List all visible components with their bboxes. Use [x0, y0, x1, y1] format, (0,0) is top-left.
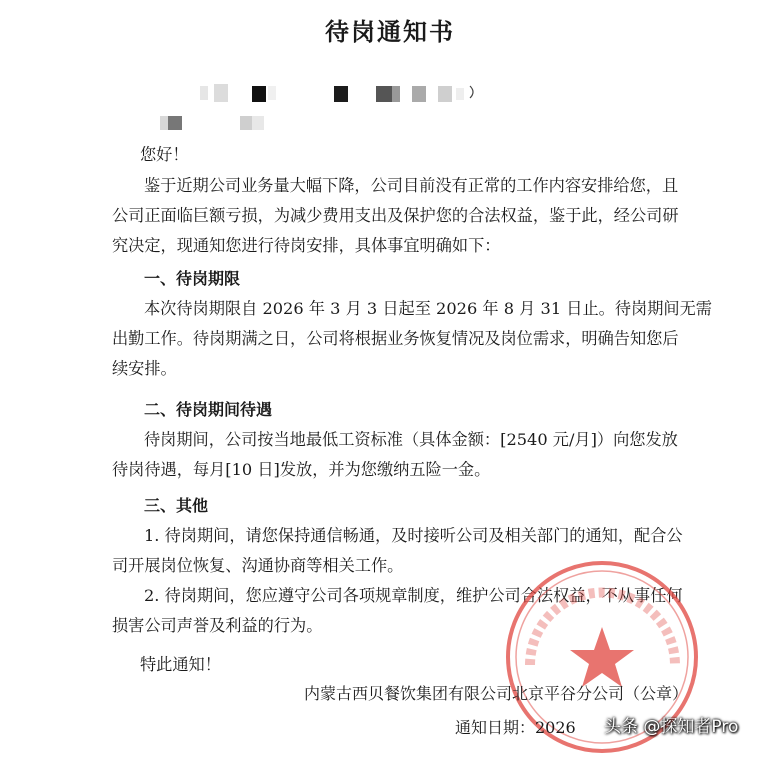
section-2 [112, 395, 678, 485]
section-line: 1. 待岗期间，请您保持通信畅通，及时接听公司及相关部门的通知，配合公 [144, 526, 683, 545]
section-line: 损害公司声誉及利益的行为。 [112, 616, 323, 635]
intro-line: 究决定，现通知您进行待岗安排，具体事宜明确如下： [112, 236, 501, 255]
greeting: 您好！ [140, 145, 189, 164]
section-line: 出勤工作。待岗期满之日，公司将根据业务恢复情况及岗位需求，明确告知您后 [112, 329, 679, 348]
document-title: 待岗通知书 [325, 18, 455, 46]
redacted-recipient-name [160, 112, 320, 134]
section-heading: 二、待岗期间待遇 [144, 400, 273, 419]
section-line: 待岗期间，公司按当地最低工资标准（具体金额：[2540 元/月]）向您发放 [144, 430, 678, 449]
section-1 [112, 264, 712, 384]
section-line: 司开展岗位恢复、沟通协商等相关工作。 [112, 556, 404, 575]
section-line: 续安排。 [112, 359, 177, 378]
section-heading: 一、待岗期限 [144, 269, 241, 288]
section-line: 待岗待遇，每月[10 日]发放，并为您缴纳五险一金。 [112, 460, 491, 479]
intro-line: 鉴于近期公司业务量大幅下降，公司目前没有正常的工作内容安排给您，且 [144, 176, 679, 195]
greeting-paragraph [112, 140, 672, 170]
section-line: 本次待岗期限自 2026 年 3 月 3 日起至 2026 年 8 月 31 日止。待岗期间无需 [144, 299, 712, 318]
watermark: 头条 @探知者Pro [604, 717, 739, 737]
company-signature: 内蒙古西贝餐饮集团有限公司北京平谷分公司（公章） [303, 684, 688, 703]
section-line: 2. 待岗期间，您应遵守公司各项规章制度，维护公司合法权益，不从事任何 [144, 586, 683, 605]
section-heading: 三、其他 [144, 496, 209, 515]
closing: 特此通知！ [140, 655, 221, 674]
redacted-recipient-line [140, 80, 500, 108]
intro-paragraph [112, 171, 679, 261]
notice-date: 通知日期：2026 [455, 718, 576, 737]
intro-line: 公司正面临巨额亏损，为减少费用支出及保护您的合法权益，鉴于此，经公司研 [112, 206, 679, 225]
